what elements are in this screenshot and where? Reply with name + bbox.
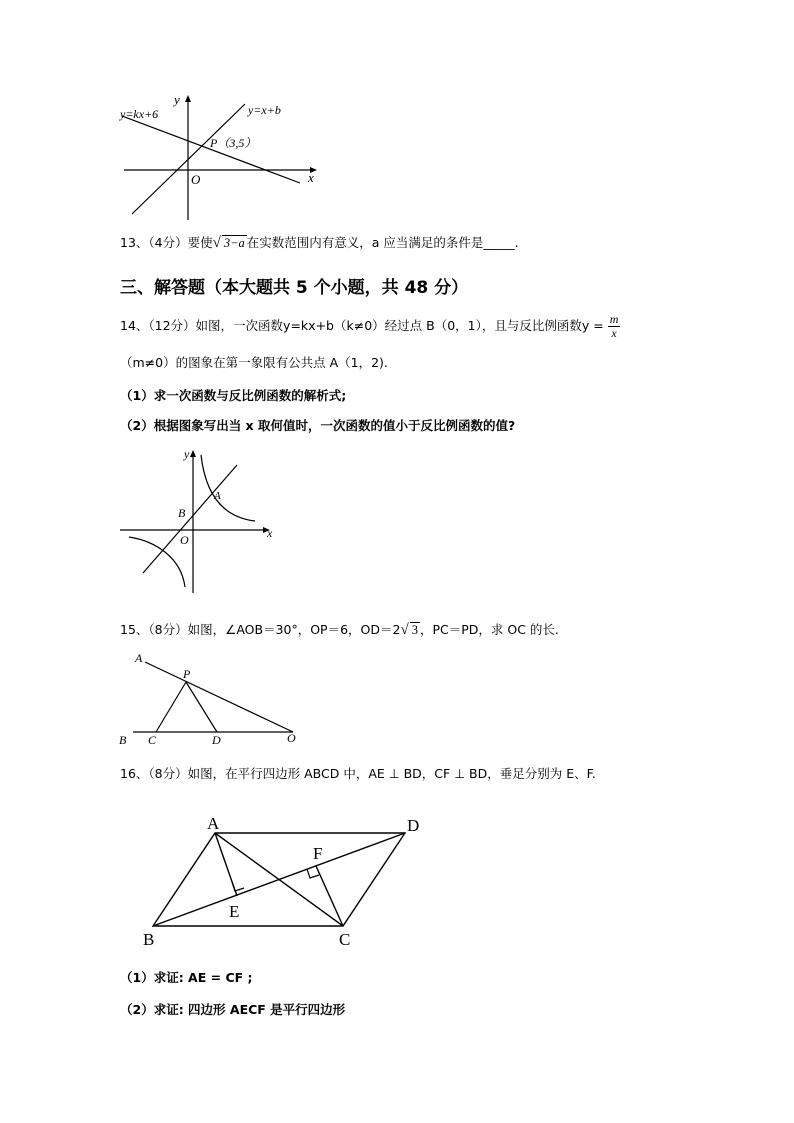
x-axis-label: x [267,526,273,540]
figure-q14 [115,445,285,595]
question-14-line1 [120,313,620,340]
figure-q16 [135,808,435,953]
point-b-label: B [143,930,155,949]
figure-q15 [115,648,310,748]
fraction-m-over-x [608,313,621,340]
figure-q12 [110,88,330,223]
point-a-label: A [135,651,143,665]
frac-den: x [611,326,617,340]
q13-radicand: 3−a [223,236,245,250]
q16-part1: （1）求证: AE = CF ; [120,970,253,985]
segment-ao [145,662,293,732]
hyperbola-branch-q3 [129,537,185,587]
line2-label: y=x+b [248,103,281,117]
q15-radicand: 3 [411,623,418,637]
question-16: 16、（8分）如图，在平行四边形 ABCD 中，AE ⊥ BD，CF ⊥ BD，垂足分别为 E、F. [120,766,596,781]
linear-function-line [143,465,237,573]
point-f-label: F [313,844,323,863]
sqrt-sign: √ [400,622,409,638]
sqrt-sign: √ [212,235,221,251]
y-axis-arrow [190,450,196,457]
hyperbola-branch-q1 [201,455,255,521]
point-e-label: E [229,902,240,921]
section-title: 三、解答题（本大题共 5 个小题，共 48 分） [120,278,469,298]
question-13 [120,233,519,252]
right-angle-mark-e [232,882,244,891]
point-b-label: B [178,506,186,520]
frac-num: m [609,312,619,326]
y-axis-label: y [174,92,180,107]
point-c-label: C [148,733,157,747]
point-a-label: A [214,490,221,502]
point-o-label: O [287,731,296,745]
q14-line1: 14、（12分）如图，一次函数y=kx+b（k≠0）经过点 B（0，1），且与反比例函数y = [120,318,604,333]
q15-prefix: 15、（8分）如图，∠AOB＝30°，OP＝6，OD＝2 [120,622,401,637]
line1-label: y=kx+6 [120,107,159,121]
point-d-label: D [212,733,221,747]
point-d-label: D [407,816,420,835]
point-c-label: C [339,930,351,949]
point-a-label: A [207,814,220,833]
q13-prefix: 13、（4分）要使 [120,235,213,250]
segment-pd [186,682,217,732]
question-15 [120,620,559,639]
q15-suffix: ，PC＝PD，求 OC 的长. [419,622,559,637]
q14-line2: （m≠0）的图象在第一象限有公共点 A（1，2). [120,355,388,370]
segment-pc [156,682,186,732]
y-axis-arrow [185,95,191,102]
q13-suffix: 在实数范围内有意义，a 应当满足的条件是_____. [246,235,519,250]
q14-part2: （2）根据图象写出当 x 取何值时，一次函数的值小于反比例函数的值? [120,418,516,433]
q14-part1: （1）求一次函数与反比例函数的解析式; [120,388,347,403]
origin-label: O [191,172,201,187]
point-b-label: B [119,733,127,747]
point-p-label: P [183,667,191,681]
x-axis-label: x [308,170,314,185]
point-p-label: P（3,5） [210,136,257,150]
origin-label: O [180,533,189,547]
q16-part2: （2）求证: 四边形 AECF 是平行四边形 [120,1002,346,1017]
y-axis-label: y [184,447,190,461]
